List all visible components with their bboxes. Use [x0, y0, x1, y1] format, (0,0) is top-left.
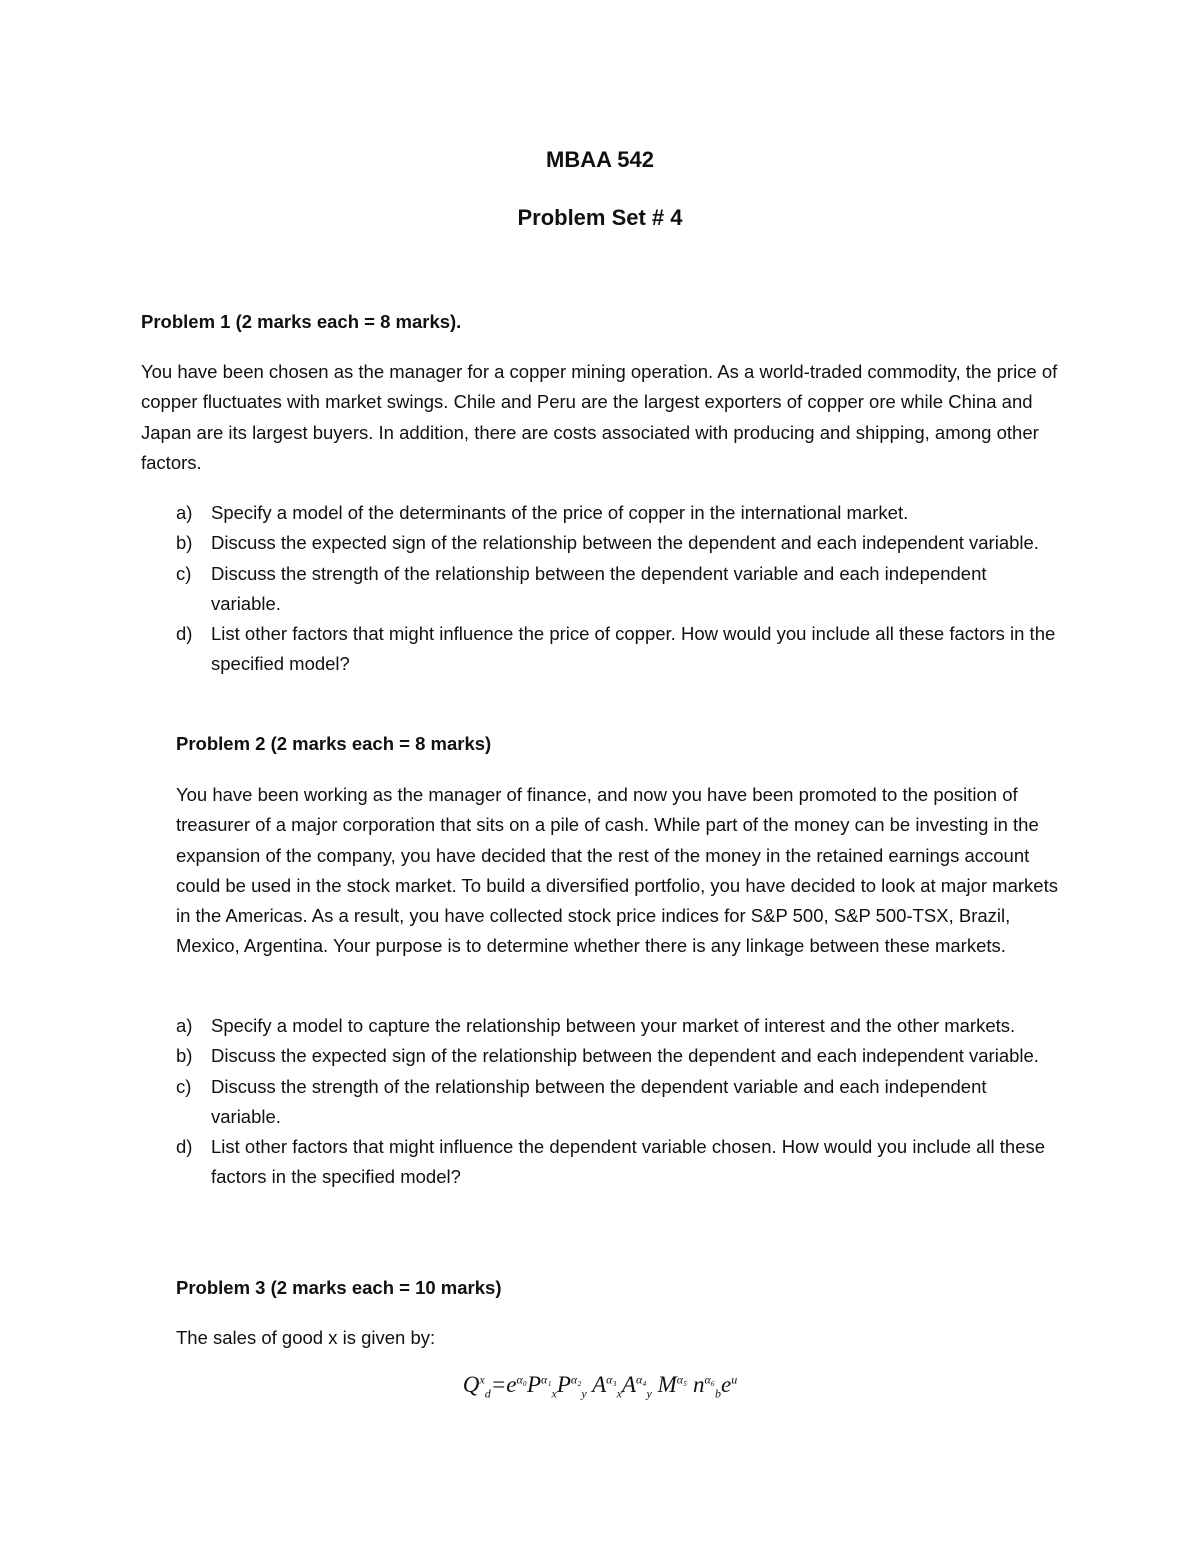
item-text: Specify a model of the determinants of the price of copper in the international market. — [211, 502, 909, 523]
list-item — [141, 498, 1061, 528]
formula-superscript: α₅ — [676, 1372, 688, 1387]
list-item — [141, 1132, 1061, 1193]
formula-superscript: α₆ — [704, 1372, 715, 1387]
formula-symbol: A — [621, 1372, 637, 1397]
list-item — [141, 1011, 1061, 1041]
formula-symbol: n — [692, 1372, 705, 1397]
formula-equals: = — [490, 1372, 507, 1397]
list-item — [141, 559, 1061, 620]
formula-symbol: e — [506, 1372, 517, 1397]
item-marker: d) — [176, 1136, 193, 1158]
formula-superscript: u — [731, 1372, 738, 1387]
formula-symbol: e — [720, 1372, 732, 1397]
formula-superscript: x — [479, 1372, 485, 1387]
formula-symbol: M — [657, 1372, 677, 1397]
formula-subscript: y — [581, 1386, 587, 1401]
formula-superscript: α₀ — [516, 1372, 527, 1387]
problem-2-questions — [141, 1011, 1061, 1193]
item-text: Discuss the expected sign of the relationship between the dependent and each independent variable. — [211, 1045, 1039, 1067]
item-text: Discuss the expected sign of the relationship between the dependent and each independent variable. — [211, 532, 1039, 554]
item-marker: a) — [176, 1015, 193, 1036]
formula-term — [506, 1372, 527, 1397]
problem-2-intro: You have been working as the manager of finance, and now you have been promoted to the position of treasurer of a major corporation that sits on a pile of cash. While part of the money can be investing in the expansion of the company, you have decided that the rest of the money in the retained earnings account could be used in the stock market. To build a diversified portfolio, you have decided to look at major markets in the Americas. As a result, you have collected stock price indices for S&P 500, S&P 500-TSX, Brazil, Mexico, Argentina. Your purpose is to determine whether there is any linkage between these markets. — [176, 784, 1058, 957]
formula-subscript: y — [646, 1386, 652, 1401]
formula-subscript: d — [484, 1386, 491, 1401]
formula-subscript: x — [551, 1386, 557, 1401]
item-marker: a) — [176, 502, 193, 523]
problem-3-heading: Problem 3 (2 marks each = 10 marks) — [176, 1277, 502, 1298]
formula-subscript: b — [714, 1386, 721, 1401]
formula-superscript: α₃ — [606, 1372, 617, 1387]
item-text: List other factors that might influence the dependent variable chosen. How would you include all these factors in the specified model? — [211, 1136, 1046, 1188]
formula-term — [658, 1372, 688, 1397]
formula-symbol: Q — [462, 1372, 480, 1397]
formula-term — [592, 1372, 622, 1401]
item-text: Discuss the strength of the relationship between the dependent variable and each independent variable. — [211, 562, 987, 614]
item-marker: c) — [176, 1075, 192, 1097]
problem-1-questions — [141, 498, 1061, 680]
item-marker: b) — [176, 532, 193, 554]
list-item — [141, 619, 1061, 680]
formula-term — [526, 1372, 557, 1401]
list-item — [141, 528, 1061, 558]
item-marker: b) — [176, 1045, 193, 1067]
formula-term — [556, 1372, 587, 1401]
formula-lhs — [462, 1372, 491, 1401]
problem-1-intro: You have been chosen as the manager for a copper mining operation. As a world-traded commodity, the price of copper fluctuates with market swings. Chile and Peru are the largest exporters of copper ore while China and Japan are its largest buyers. In addition, there are costs associated with producing and shipping, among other factors. — [141, 361, 1058, 473]
problem-2-heading: Problem 2 (2 marks each = 8 marks) — [176, 733, 492, 754]
item-text: List other factors that might influence the price of copper. How would you include all these factors in the specified model? — [211, 623, 1056, 675]
problem-3-intro: The sales of good x is given by: — [176, 1327, 436, 1348]
formula-superscript: α₄ — [636, 1372, 647, 1387]
item-marker: c) — [176, 562, 192, 584]
problem-set-title: Problem Set # 4 — [517, 205, 683, 230]
formula-superscript: α₁ — [541, 1372, 552, 1387]
formula-subscript: x — [616, 1386, 622, 1401]
formula-symbol: P — [556, 1372, 571, 1397]
formula-term — [692, 1372, 721, 1401]
sales-equation — [0, 1372, 1200, 1402]
formula-term — [721, 1372, 737, 1397]
formula-symbol: P — [526, 1372, 542, 1397]
item-marker: d) — [176, 623, 193, 645]
item-text: Discuss the strength of the relationship between the dependent variable and each independent variable. — [211, 1075, 987, 1127]
formula-symbol: A — [592, 1372, 607, 1397]
formula-superscript: α₂ — [570, 1372, 582, 1387]
item-text: Specify a model to capture the relationship between your market of interest and the other markets. — [211, 1015, 1016, 1036]
list-item — [141, 1072, 1061, 1133]
problem-1-heading: Problem 1 (2 marks each = 8 marks). — [141, 311, 462, 332]
course-title: MBAA 542 — [546, 147, 654, 172]
formula-term — [621, 1372, 652, 1401]
list-item — [141, 1041, 1061, 1071]
